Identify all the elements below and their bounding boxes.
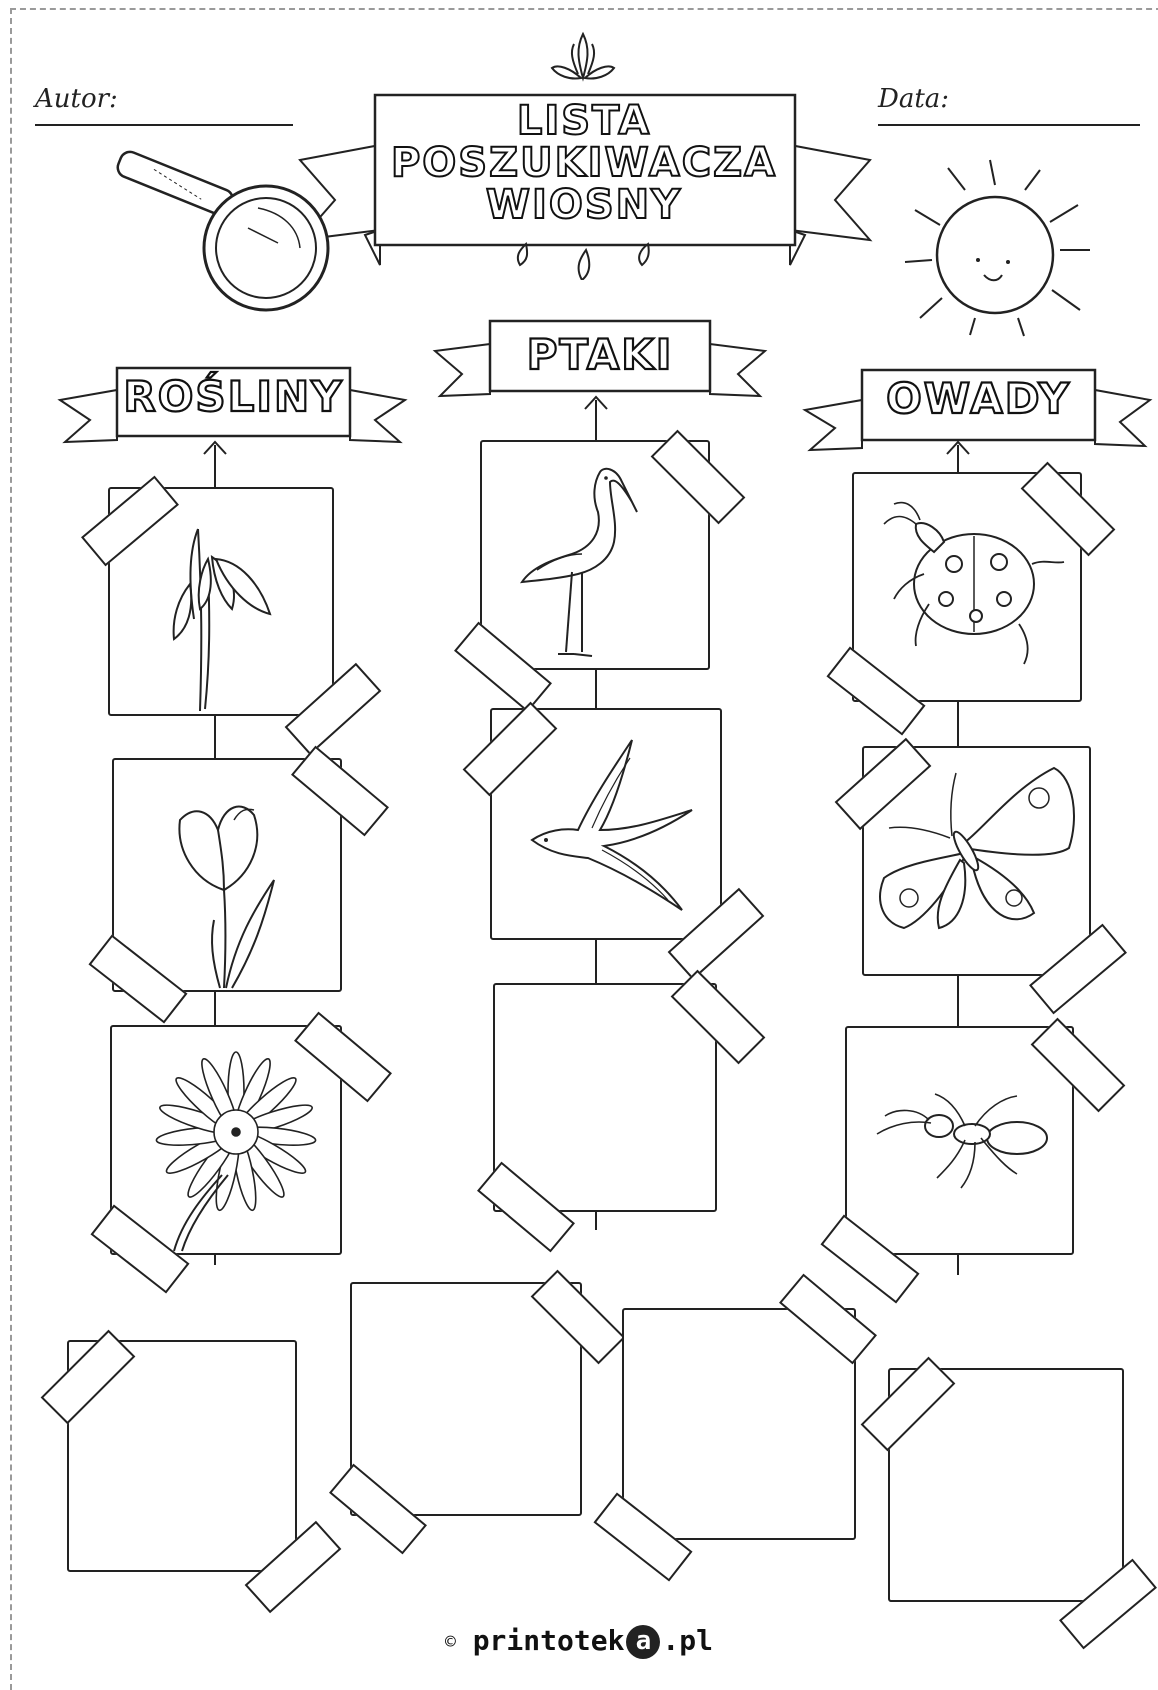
bottom-card-3[interactable]: [622, 1308, 856, 1540]
daisy-icon: [112, 1027, 340, 1253]
author-label: Autor:: [35, 84, 118, 114]
magnifying-glass-icon: [108, 148, 338, 323]
column-label-owady: OWADY: [886, 374, 1071, 423]
copyright-symbol: ©: [445, 1631, 456, 1653]
title-line-1: LISTA: [516, 98, 652, 144]
date-label: Data:: [878, 84, 950, 114]
brand-suffix: .pl: [662, 1624, 713, 1657]
footer-brand: [0, 1624, 1158, 1659]
column-label-rosliny: ROŚLINY: [123, 372, 344, 421]
title-line-3: WIOSNY: [485, 182, 683, 228]
bottom-card-2[interactable]: [350, 1282, 582, 1516]
author-field[interactable]: [35, 84, 293, 126]
title-line-2: POSZUKIWACZA: [390, 140, 778, 186]
crocus-icon: [114, 760, 340, 990]
card-crocus[interactable]: [112, 758, 342, 992]
page-title: [375, 100, 793, 226]
leaf-sprig-icon: [548, 30, 618, 82]
sun-icon: [900, 150, 1100, 340]
card-ant[interactable]: [845, 1026, 1074, 1255]
date-field[interactable]: [878, 84, 1140, 126]
column-label-ptaki: PTAKI: [526, 330, 674, 379]
brand-badge: a: [626, 1625, 660, 1659]
card-daisy[interactable]: [110, 1025, 342, 1255]
arrow-head-rosliny: [200, 438, 230, 458]
ant-icon: [847, 1028, 1072, 1253]
card-empty-birds[interactable]: [493, 983, 717, 1212]
arrow-head-owady: [943, 438, 973, 458]
arrow-head-ptaki: [581, 393, 611, 413]
brand-prefix: printotek: [472, 1624, 625, 1657]
